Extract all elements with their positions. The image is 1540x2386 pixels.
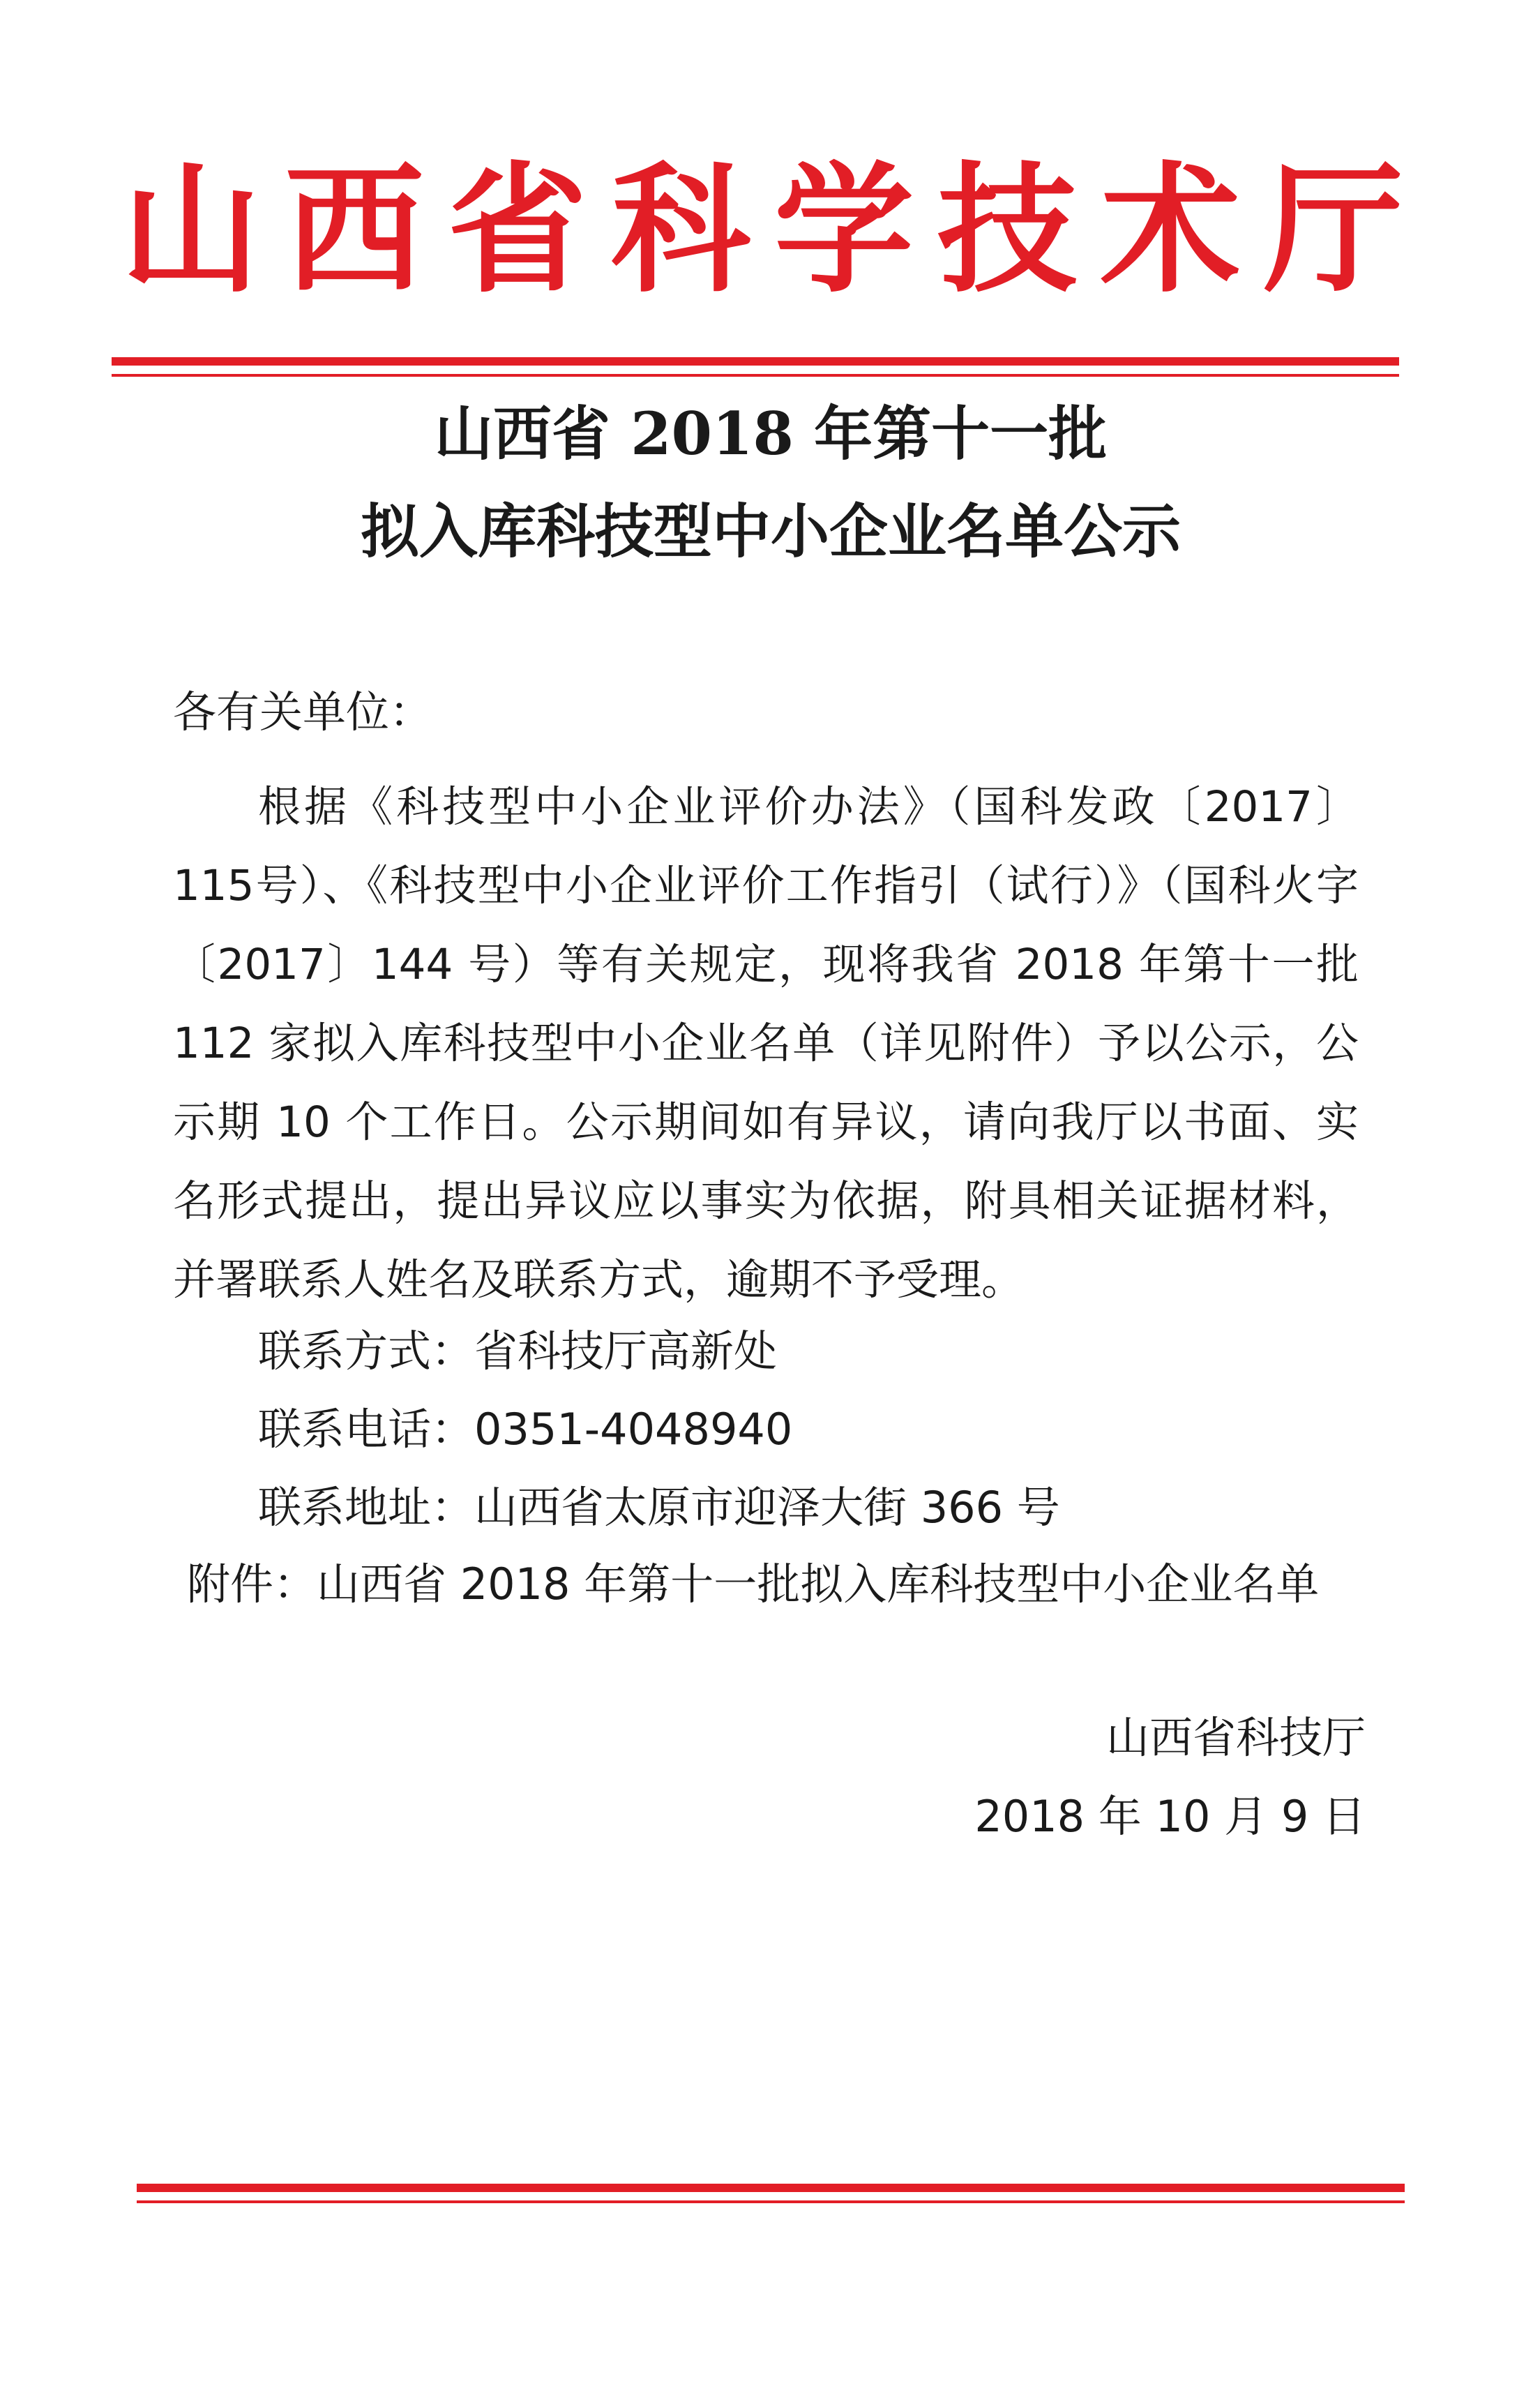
footer-rule-thin	[137, 2200, 1405, 2203]
contact-method: 联系方式：省科技厅高新处	[258, 1326, 778, 1376]
footer-rule-thick	[137, 2184, 1405, 2192]
letterhead-rule-thin	[112, 374, 1399, 377]
salutation: 各有关单位：	[173, 686, 433, 737]
body-paragraph: 根据《科技型中小企业评价办法》（国科发政〔2017〕115号）、《科技型中小企业评价工作指引（试行）》（国科火字〔2017〕144 号）等有关规定，现将我省 2018 年第十一批 112 家拟入库科技型中小企业名单（详见附件）予以公示，公示期 10 个工作日。公示期间如有异议，请向我厅以书面、实名形式提出，提出异议应以事实为依据，附具相关证据材料，并署联系人姓名及联系方式，逾期不予受理。	[173, 782, 1359, 1305]
document-title-line1: 山西省 2018 年第十一批	[434, 399, 1108, 468]
signature-org: 山西省科技厅	[1105, 1712, 1366, 1763]
letterhead-rule-thick	[112, 357, 1399, 366]
signature-date: 2018 年 10 月 9 日	[974, 1791, 1366, 1842]
document-title-line2: 拟入库科技型中小企业名单公示	[360, 497, 1181, 566]
contact-phone: 联系电话：0351-4048940	[258, 1404, 793, 1455]
contact-address: 联系地址：山西省太原市迎泽大街 366 号	[258, 1482, 1060, 1533]
attachment-note: 附件：山西省 2018 年第十一批拟入库科技型中小企业名单	[187, 1559, 1320, 1610]
letterhead-org-name: 山西省科学技术厅	[121, 148, 1427, 312]
